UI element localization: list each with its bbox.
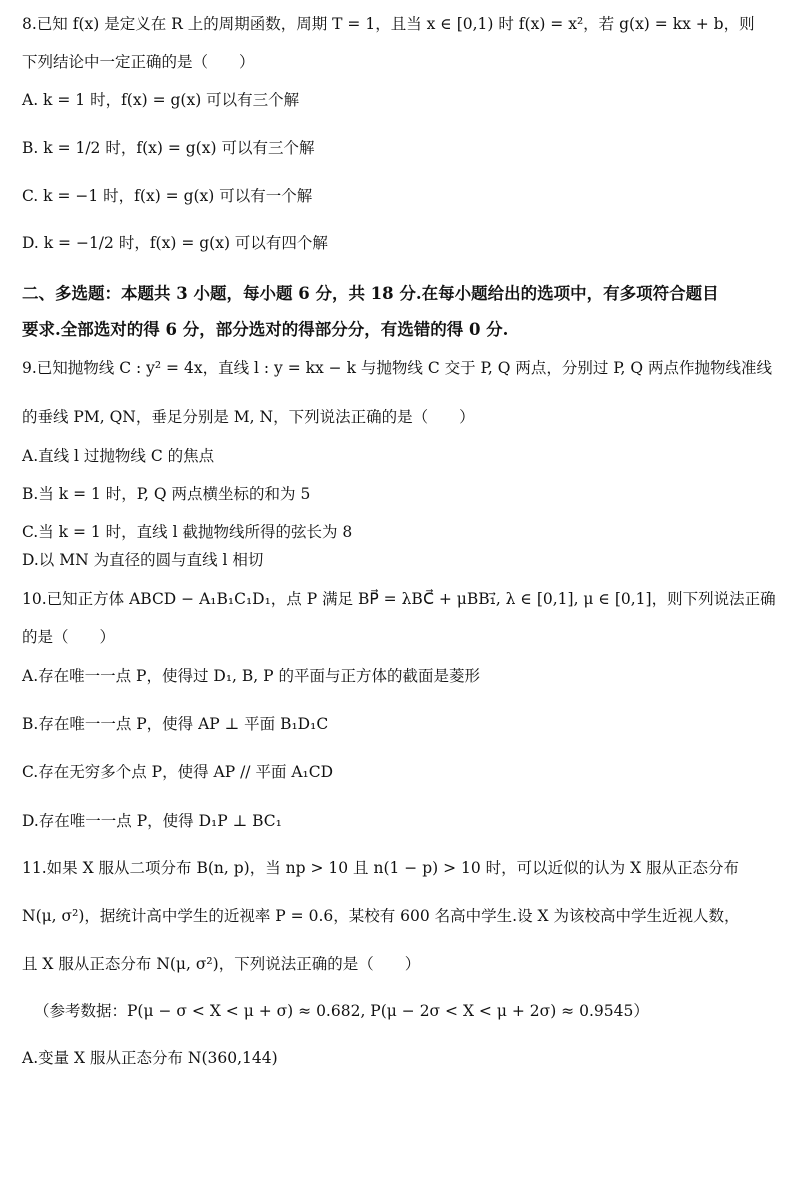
q10-stem-line-1: 10.已知正方体 ABCD − A₁B₁C₁D₁，点 P 满足 BP⃗ = λBC⃗ + μBB₁⃗, λ ∈ [0,1], μ ∈ [0,1]，则下列说法正确 [22,590,776,608]
q11-stem-line-1: 11.如果 X 服从二项分布 B(n, p)，当 np > 10 且 n(1 − p) > 10 时，可以近似的认为 X 服从正态分布 [22,859,740,877]
q11-option-a: A.变量 X 服从正态分布 N(360,144) [22,1049,278,1067]
q8-stem-line-2: 下列结论中一定正确的是（ ） [22,53,255,71]
section-heading-line-1: 二、多选题：本题共 3 小题，每小题 6 分，共 18 分.在每小题给出的选项中，有多项符合题目 [22,284,719,303]
q9-option-c: C.当 k = 1 时，直线 l 截抛物线所得的弦长为 8 [22,523,353,541]
q8-option-d: D. k = −1/2 时，f(x) = g(x) 可以有四个解 [22,234,328,252]
q9-option-d: D.以 MN 为直径的圆与直线 l 相切 [22,551,264,569]
q8-option-c: C. k = −1 时，f(x) = g(x) 可以有一个解 [22,187,313,205]
q10-option-c: C.存在无穷多个点 P，使得 AP // 平面 A₁CD [22,763,334,781]
q8-stem-line-1: 8.已知 f(x) 是定义在 R 上的周期函数，周期 T = 1，且当 x ∈ [0,1) 时 f(x) = x²，若 g(x) = kx + b，则 [22,15,755,33]
q9-stem-line-1: 9.已知抛物线 C : y² = 4x，直线 l : y = kx − k 与抛物线 C 交于 P, Q 两点，分别过 P, Q 两点作抛物线准线 [22,359,773,377]
q9-stem-line-2: 的垂线 PM, QN，垂足分别是 M, N，下列说法正确的是（ ） [22,408,475,426]
q9-option-b: B.当 k = 1 时，P, Q 两点横坐标的和为 5 [22,485,311,503]
q8-option-a: A. k = 1 时，f(x) = g(x) 可以有三个解 [22,91,300,109]
q9-option-a: A.直线 l 过抛物线 C 的焦点 [22,447,215,465]
q10-option-b: B.存在唯一一点 P，使得 AP ⊥ 平面 B₁D₁C [22,715,329,733]
q10-option-d: D.存在唯一一点 P，使得 D₁P ⊥ BC₁ [22,812,282,830]
q10-option-a: A.存在唯一一点 P，使得过 D₁, B, P 的平面与正方体的截面是菱形 [22,667,481,685]
q11-stem-line-2: N(μ, σ²)，据统计高中学生的近视率 P = 0.6，某校有 600 名高中学生.设 X 为该校高中学生近视人数， [22,907,740,925]
q11-stem-line-3: 且 X 服从正态分布 N(μ, σ²)，下列说法正确的是（ ） [22,955,421,973]
q11-reference-data: （参考数据：P(μ − σ < X < μ + σ) ≈ 0.682, P(μ − 2σ < X < μ + 2σ) ≈ 0.9545） [34,1002,649,1020]
q10-stem-line-2: 的是（ ） [22,628,116,646]
section-heading-line-2: 要求.全部选对的得 6 分，部分选对的得部分分，有选错的得 0 分. [22,320,509,339]
q8-option-b: B. k = 1/2 时，f(x) = g(x) 可以有三个解 [22,139,315,157]
